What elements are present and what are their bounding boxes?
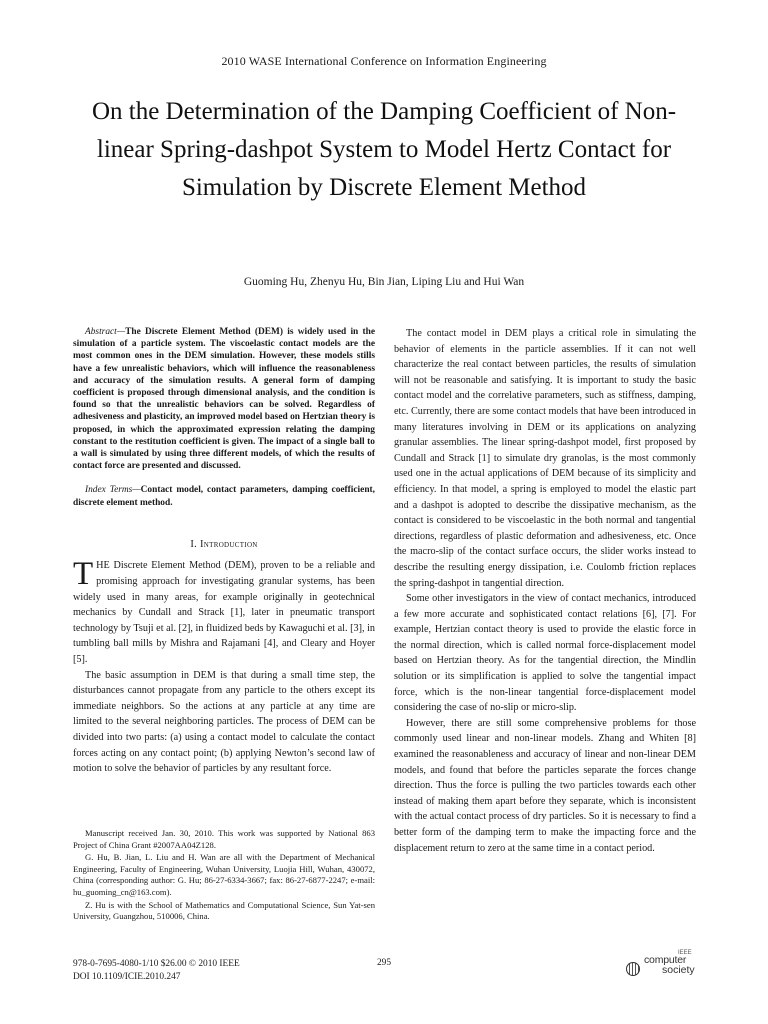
right-paragraph-3: However, there are still some comprehensive problems for those commonly used linear and non-linear models. Zhang and Whiten [8] examined the reasonableness and accuracy of linear and non-linear DEM models, and found that before the particles separate the forces change direction. Thus the force is pulling the two particles towards each other instead of making them apart before they separate, which is inconsistent with the actual contact process of dry particles. So it is necessary to find a better form of the damping term to make the impacting force and the displacement return to zero at the same time in a contact period. bbox=[394, 717, 696, 854]
logo-computer-text: computer bbox=[644, 954, 687, 966]
section-number: I. bbox=[190, 538, 198, 550]
doi-line: DOI 10.1109/ICIE.2010.247 bbox=[73, 972, 181, 982]
footnote-manuscript: Manuscript received Jan. 30, 2010. This work was supported by National 863 Project of China Grant #2007AA04Z128. bbox=[73, 828, 375, 850]
intro-paragraph-1-text: HE Discrete Element Method (DEM), proven to be a reliable and promising approach for investigating granular systems, has been widely used in many areas, for example originally in geotechnical mechanics by Cundall and Strack [1], later in pneumatic transport technology by Tsuji et al. [2], in fluidized beds by Kawaguchi et al. [3], in tumbling ball mills by Mishra and Rajamani [4], and Cleary and Hoyer [5]. bbox=[73, 560, 375, 665]
index-terms bbox=[73, 484, 375, 508]
footnote-affiliation-2: Z. Hu is with the School of Mathematics and Computational Science, Sun Yat-sen University, Guangzhou, 510006, China. bbox=[73, 899, 375, 922]
abstract-label: Abstract— bbox=[85, 327, 126, 337]
logo-ieee-text: IEEE bbox=[678, 950, 692, 956]
abstract-text: The Discrete Element Method (DEM) is widely used in the simulation of a particle system. The viscoelastic contact models are the most common ones in the DEM simulation. However, these models stills have a few unrealistic behaviors, which will influence the reasonableness and accuracy of the simulation results. A general form of damping coefficient is proposed through dimensional analysis, and the condition is found so that the unrealistic behaviors can be solved. Regardless of adhesiveness and plasticity, an improved model based on Hertzian theory is proposed, in which the approximated expression relating the damping constant to the restitution coefficient is given. The impact of a single ball to a wall is simulated by using three different models, of which the results of contact force are presented and discussed. bbox=[73, 327, 375, 472]
page-number: 295 bbox=[376, 958, 392, 968]
left-column bbox=[73, 326, 375, 777]
right-paragraph-1: The contact model in DEM plays a critical role in simulating the behavior of elements in the particle assemblies. If it can not well characterize the real contact between particles, the results of simulation will not be reasonable and satisfying. It is important to study the basic contact model and the correlative parameters, such as stiffness, damping, etc. Currently, there are some contact models that have been introduced in many literatures involving in DEM or its applications on analyzing granular assemblies. The linear spring-dashpot model, first proposed by Cundall and Strack [1] to simulate dry granolas, is the most commonly used one in the actual applications of DEM because of its simplicity and efficiency. In that model, a spring is employed to model the elastic part and a dashpot is adopted to describe the dissipative mechanism, as the contact is considered to be viscoelastic in the both normal and tangential directions, regardless of plastic deformation and adhesiveness, etc. Once the macro-slip of the contact surface occurs, the slider works instead to describe the resulting energy dissipation, i.e. Coulomb friction replaces the spring-dashpot in tangential direction. bbox=[394, 328, 696, 589]
conference-header: 2010 WASE International Conference on Information Engineering bbox=[221, 54, 547, 68]
isbn-line: 978-0-7695-4080-1/10 $26.00 © 2010 IEEE bbox=[73, 959, 240, 969]
abstract bbox=[73, 326, 375, 472]
ieee-computer-society-logo bbox=[626, 950, 698, 982]
drop-cap: T bbox=[73, 556, 94, 593]
index-terms-label: Index Terms— bbox=[85, 485, 141, 496]
logo-society-text: society bbox=[662, 964, 695, 976]
section-title: Introduction bbox=[200, 538, 258, 550]
intro-paragraph-1 bbox=[73, 558, 375, 667]
intro-paragraph-2: The basic assumption in DEM is that during a small time step, the disturbances cannot propagate from any particle to the others except its immediate neighbors. So the actions at any particle at any time are limited to the several neighboring particles. The process of DEM can be divided into two parts: (a) using a contact model to calculate the contact forces acting on any contact point; (b) applying Newton’s second law of motion to solve the behavior of particles by any resultant force. bbox=[73, 669, 375, 775]
footnote-affiliation-1: G. Hu, B. Jian, L. Liu and H. Wan are all with the Department of Mechanical Engineering, Faculty of Engineering, Wuhan University, Luojia Hill, Wuhan, 430072, China (corresponding author: G. Hu; 86-27-6334-3667; fax: 86-27-6877-2247; e-mail: hu_guoming_cn@163.com). bbox=[73, 852, 375, 897]
footnotes bbox=[73, 828, 375, 924]
section-heading bbox=[73, 537, 375, 553]
index-terms-text: Contact model, contact parameters, damping coefficient, discrete element method. bbox=[73, 485, 375, 508]
globe-icon bbox=[626, 962, 640, 976]
paper-title: On the Determination of the Damping Coefficient of Non-linear Spring-dashpot System to Model Hertz Contact for Simulation by Discrete Element Method bbox=[91, 98, 677, 201]
author-list: Guoming Hu, Zhenyu Hu, Bin Jian, Liping Liu and Hui Wan bbox=[243, 276, 525, 288]
right-paragraph-2: Some other investigators in the view of contact mechanics, introduced a few more accurate and sophisticated contact relations [6], [7]. For example, Hertzian contact theory is used to provide the elastic force in the normal direction, which is called normal force-displacement model based on Hertzian theory. As for the tangential direction, the Mindlin solution or its simplification is applied to solve the tangential impact force, which is the non-linear tangential force-displacement model considering the case of no-slip or micro-slip. bbox=[394, 593, 696, 714]
right-column bbox=[394, 326, 696, 856]
